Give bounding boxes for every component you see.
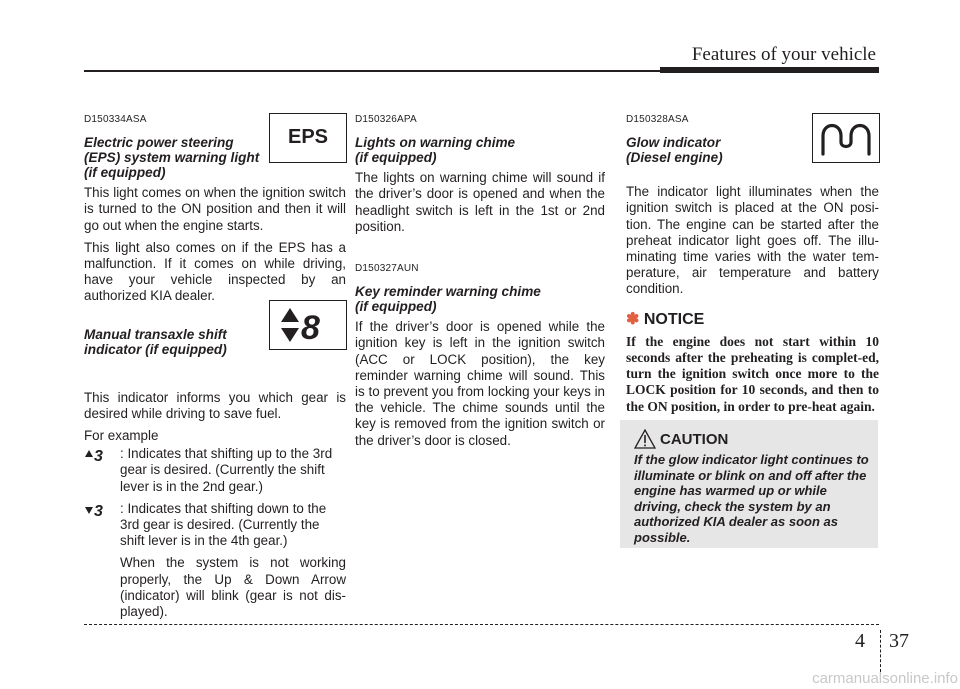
paragraph: For example [84, 428, 159, 444]
glow-indicator-icon [812, 113, 880, 163]
shift-indicator-icon [269, 300, 347, 350]
section-code: D150327AUN [355, 263, 419, 275]
notice-title: ✽ NOTICE [626, 310, 705, 328]
section-heading-lights-chime: Lights on warning chime (if equipped) [355, 135, 516, 166]
shift-up-example: 3 : Indicates that shifting up to the 3rd gear is desired. (Currently the shift lever is in the 2nd gear.) [84, 446, 346, 495]
glow-plug-icon [813, 114, 879, 162]
caution-box [620, 420, 878, 548]
section-code: D150328ASA [626, 114, 689, 125]
notice-body: If the engine does not start within 10 seconds after the preheating is complet-ed, turn the ignition switch once more to the LOCK position for 10 seconds, and then to the ON position, in order to pre-heat again. [626, 333, 879, 414]
paragraph-note: When the system is not working properly, the Up & Down Arrow (indicator) will blink (gear is not dis-played). [120, 555, 346, 620]
footer-rule [84, 624, 879, 625]
warning-triangle-icon [634, 429, 656, 449]
section-code: D150334ASA [84, 114, 147, 125]
caution-title: CAUTION [660, 431, 729, 448]
svg-text:3: 3 [94, 502, 103, 519]
page-number: 37 [889, 630, 909, 652]
eps-warning-icon: EPS [269, 113, 347, 163]
section-heading-eps: Electric power steering (EPS) system warning light (if equipped) [84, 135, 260, 181]
shift-up-icon [84, 446, 118, 464]
caution-body: If the glow indicator light continues to illuminate or blink on and off after the engine has warmed up or while driving, check the system by an authorized KIA dealer as soon as possible. [634, 452, 869, 545]
column-2 [355, 112, 605, 455]
paragraph: The indicator light illuminates when the ignition switch is placed at the ON posi-tion. The engine can be started after the preheat indicator light goes off. The illu-minating time varies with the water tem-perature, air temperature and battery condition. [626, 184, 879, 297]
section-heading-glow: Glow indicator (Diesel engine) [626, 135, 723, 166]
notice-star-icon: ✽ [626, 310, 640, 328]
paragraph: If the driver’s door is opened while the ignition key is left in the ignition switch (ACC or LOCK position), the key reminder warning chime will sound. This is to prevent you from locking your keys in the vehicle. The chime sounds until the key is removed from the ignition switch or the driver’s door is closed. [355, 319, 605, 448]
page-separator [880, 630, 881, 672]
svg-text:3: 3 [94, 448, 103, 465]
paragraph: This indicator informs you which gear is desired while driving to save fuel. [84, 389, 346, 421]
shift-down-icon [84, 501, 118, 519]
header-title: Features of your vehicle [691, 44, 876, 65]
shift-arrows-icon [270, 301, 346, 349]
section-heading-key-chime: Key reminder warning chime (if equipped) [355, 284, 541, 315]
section-heading-shift: Manual transaxle shift indicator (if equipped) [84, 326, 227, 357]
watermark: carmanualsonline.info [812, 670, 958, 687]
paragraph: This light comes on when the ignition switch is turned to the ON position and then it will go out when the engine starts. [84, 185, 346, 233]
column-1 [84, 112, 346, 626]
svg-text:8: 8 [301, 309, 320, 347]
shift-down-example: 3 : Indicates that shifting down to the 3rd gear is desired. (Currently the shift lever is in the 4th gear.) [84, 501, 346, 550]
chapter-number: 4 [855, 630, 865, 652]
header-bar [660, 67, 879, 73]
section-code: D150326APA [355, 114, 417, 125]
paragraph: The lights on warning chime will sound if the driver’s door is opened and when the headlight switch is left in the 1st or 2nd position. [355, 170, 605, 234]
paragraph: This light also comes on if the EPS has a malfunction. If it comes on while driving, have your vehicle inspected by an authorized KIA dealer. [84, 239, 346, 304]
